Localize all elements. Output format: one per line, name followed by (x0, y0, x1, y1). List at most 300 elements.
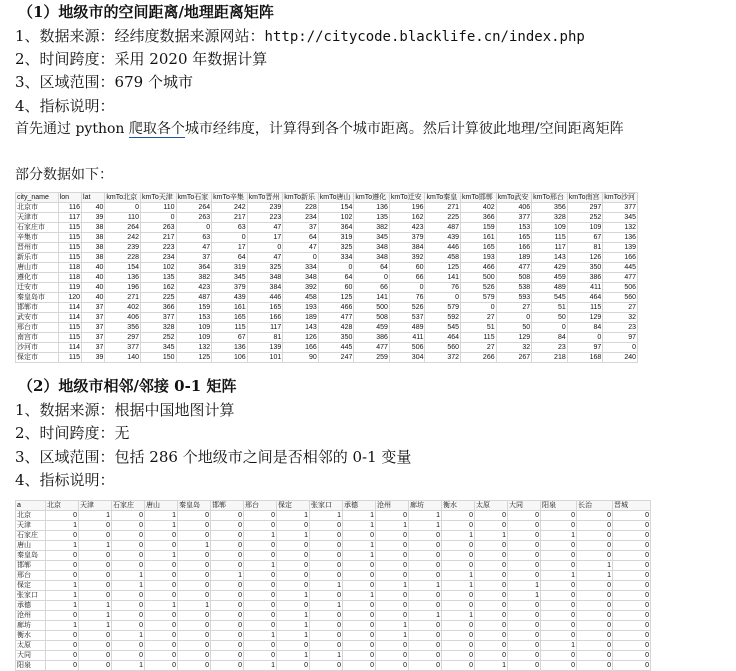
row-label-cell: 邢台 (16, 571, 46, 581)
table-row (16, 333, 638, 343)
table-cell: 325 (247, 263, 283, 273)
table-cell: 0 (145, 581, 178, 591)
table-cell: 247 (318, 353, 354, 363)
table-cell: 366 (140, 303, 176, 313)
table-row (16, 213, 638, 223)
table-cell: 67 (212, 333, 248, 343)
table-cell: 0 (211, 561, 244, 571)
table-cell: 0 (244, 541, 277, 551)
table-cell: 446 (247, 293, 283, 303)
table-cell: 218 (532, 353, 568, 363)
table-cell: 506 (603, 283, 638, 293)
table-cell: 439 (212, 293, 248, 303)
table-cell: 0 (541, 611, 577, 621)
table-cell: 0 (376, 611, 409, 621)
table-cell: 117 (247, 323, 283, 333)
table-cell: 0 (475, 641, 508, 651)
table-cell: 0 (613, 631, 651, 641)
table-cell: 384 (247, 283, 283, 293)
table-cell: 17 (212, 243, 248, 253)
section2-indicator-heading: 4、指标说明： (15, 471, 115, 489)
table-cell: 0 (112, 531, 145, 541)
table-cell: 0 (277, 601, 310, 611)
table-cell: 50 (532, 313, 568, 323)
table-cell: 0 (310, 611, 343, 621)
table-cell: 477 (496, 263, 532, 273)
table-cell: 60 (318, 283, 354, 293)
table-cell: 115 (58, 353, 81, 363)
table-cell: 217 (212, 213, 248, 223)
table-cell: 116 (58, 203, 81, 213)
table-cell: 1 (577, 561, 613, 571)
table-row (16, 551, 651, 561)
table-cell: 115 (58, 243, 81, 253)
table-cell: 125 (176, 353, 212, 363)
table-cell: 1 (79, 601, 112, 611)
row-label-cell: 邢台市 (16, 323, 59, 333)
table-cell: 328 (532, 213, 568, 223)
table-cell: 0 (409, 641, 442, 651)
source-url[interactable]: http://citycode.blacklife.cn/index.php (264, 29, 585, 45)
table-cell: 0 (376, 601, 409, 611)
table-cell: 132 (176, 343, 212, 353)
table-cell: 0 (211, 631, 244, 641)
table-cell: 37 (283, 223, 319, 233)
table-cell: 0 (310, 541, 343, 551)
table-cell: 1 (508, 581, 541, 591)
table-cell: 1 (376, 631, 409, 641)
table-cell: 0 (79, 531, 112, 541)
column-header: 沧州 (376, 501, 409, 511)
table-cell: 0 (475, 541, 508, 551)
table-cell: 0 (79, 661, 112, 671)
table-cell: 217 (140, 233, 176, 243)
table-cell: 0 (442, 651, 475, 661)
section1-source-label: 1、数据来源：经纬度数据来源网站： (15, 27, 265, 45)
table-cell: 0 (178, 661, 211, 671)
table-cell: 0 (442, 601, 475, 611)
row-label-cell: 承德 (16, 601, 46, 611)
table-cell: 0 (508, 611, 541, 621)
table-cell: 0 (343, 601, 376, 611)
table-cell: 63 (212, 223, 248, 233)
table-cell: 120 (58, 293, 81, 303)
column-header: kmTo晋州 (247, 193, 283, 203)
table-cell: 165 (212, 313, 248, 323)
table-cell: 114 (58, 303, 81, 313)
table-row (16, 303, 638, 313)
table-cell: 428 (318, 323, 354, 333)
table-cell: 1 (112, 581, 145, 591)
table-cell: 223 (140, 243, 176, 253)
table-cell: 114 (58, 313, 81, 323)
table-cell: 0 (79, 631, 112, 641)
table-cell: 0 (461, 303, 497, 313)
table-row (16, 511, 651, 521)
table-cell: 1 (145, 551, 178, 561)
table-cell: 0 (541, 581, 577, 591)
table-cell: 37 (82, 343, 105, 353)
table-cell: 153 (496, 223, 532, 233)
table-cell: 60 (389, 263, 425, 273)
table-cell: 0 (178, 561, 211, 571)
table-cell: 0 (508, 641, 541, 651)
table-cell: 76 (389, 293, 425, 303)
table-cell: 0 (343, 561, 376, 571)
table-cell: 37 (176, 253, 212, 263)
table-cell: 0 (79, 581, 112, 591)
table-cell: 39 (82, 353, 105, 363)
table-cell: 109 (532, 223, 568, 233)
table-cell: 0 (145, 591, 178, 601)
table-cell: 0 (475, 521, 508, 531)
column-header: kmTo南宫 (567, 193, 603, 203)
table-cell: 0 (211, 651, 244, 661)
table-cell: 538 (496, 283, 532, 293)
table-cell: 0 (532, 323, 568, 333)
table-cell: 0 (442, 551, 475, 561)
table-cell: 1 (277, 591, 310, 601)
table-cell: 1 (310, 601, 343, 611)
table-cell: 126 (567, 253, 603, 263)
table-cell: 1 (178, 601, 211, 611)
table-cell: 0 (145, 571, 178, 581)
table-cell: 372 (425, 353, 461, 363)
table-cell: 0 (277, 521, 310, 531)
table-cell: 0 (212, 233, 248, 243)
table-cell: 162 (140, 283, 176, 293)
table-cell: 117 (58, 213, 81, 223)
table-cell: 0 (79, 521, 112, 531)
table-cell: 537 (389, 313, 425, 323)
column-header: 天津 (79, 501, 112, 511)
table-cell: 526 (389, 303, 425, 313)
table-cell: 23 (603, 323, 638, 333)
table-cell: 466 (318, 303, 354, 313)
table-cell: 37 (82, 333, 105, 343)
table-row (16, 611, 651, 621)
table-cell: 0 (475, 631, 508, 641)
table-cell: 0 (112, 641, 145, 651)
table-cell: 0 (277, 571, 310, 581)
table-cell: 0 (178, 551, 211, 561)
table-cell: 0 (409, 571, 442, 581)
table-cell: 0 (145, 531, 178, 541)
table-cell: 0 (613, 661, 651, 671)
table-cell: 0 (277, 561, 310, 571)
table-cell: 379 (212, 283, 248, 293)
table-cell: 545 (425, 323, 461, 333)
table-cell: 0 (409, 631, 442, 641)
section1-description (15, 118, 640, 140)
column-header: 太原 (475, 501, 508, 511)
table-cell: 166 (283, 343, 319, 353)
table-cell: 139 (603, 243, 638, 253)
table-cell: 81 (247, 333, 283, 343)
table-cell: 126 (283, 333, 319, 343)
table-cell: 350 (318, 333, 354, 343)
table-cell: 0 (211, 581, 244, 591)
table-cell: 84 (532, 333, 568, 343)
description-link[interactable]: 爬取各个 (128, 121, 185, 137)
table-row (16, 253, 638, 263)
column-header: 保定 (277, 501, 310, 511)
table-cell: 110 (105, 213, 141, 223)
table-cell: 1 (376, 521, 409, 531)
table-cell: 0 (475, 561, 508, 571)
table-cell: 348 (247, 273, 283, 283)
table-cell: 464 (425, 333, 461, 343)
table-row (16, 203, 638, 213)
table-cell: 1 (79, 541, 112, 551)
table-cell: 0 (79, 641, 112, 651)
table-cell: 1 (310, 511, 343, 521)
column-header: kmTo遵化 (354, 193, 390, 203)
table-cell: 0 (442, 661, 475, 671)
table-cell: 579 (425, 303, 461, 313)
table-cell: 377 (105, 343, 141, 353)
table-row (16, 631, 651, 641)
table-cell: 0 (46, 661, 79, 671)
table-cell: 350 (567, 263, 603, 273)
table-cell: 0 (376, 641, 409, 651)
table-cell: 90 (283, 353, 319, 363)
table-cell: 47 (247, 223, 283, 233)
table-header-row (16, 501, 651, 511)
table-cell: 384 (389, 243, 425, 253)
table-cell: 1 (442, 531, 475, 541)
column-header: 衡水 (442, 501, 475, 511)
table-cell: 39 (82, 213, 105, 223)
table-cell: 1 (112, 631, 145, 641)
table-cell: 66 (354, 283, 390, 293)
table-cell: 382 (354, 223, 390, 233)
table-cell: 38 (82, 233, 105, 243)
table-cell: 37 (82, 313, 105, 323)
table-cell: 0 (211, 621, 244, 631)
column-header: 阳泉 (541, 501, 577, 511)
table-cell: 0 (145, 651, 178, 661)
column-header: kmTo迁安 (389, 193, 425, 203)
table-cell: 141 (354, 293, 390, 303)
table-row (16, 263, 638, 273)
row-label-cell: 北京市 (16, 203, 59, 213)
table-cell: 0 (442, 641, 475, 651)
table-cell: 0 (376, 531, 409, 541)
table-cell: 0 (508, 551, 541, 561)
table-cell: 1 (343, 521, 376, 531)
row-label-cell: 阳泉 (16, 661, 46, 671)
table-cell: 0 (541, 521, 577, 531)
table-cell: 0 (442, 521, 475, 531)
table-cell: 1 (277, 631, 310, 641)
table-cell: 154 (318, 203, 354, 213)
table-cell: 1 (79, 611, 112, 621)
table-cell: 0 (277, 641, 310, 651)
table-cell: 459 (354, 323, 390, 333)
table-cell: 0 (145, 621, 178, 631)
table-cell: 0 (613, 641, 651, 651)
table-cell: 51 (461, 323, 497, 333)
table-cell: 0 (211, 601, 244, 611)
table-cell: 0 (475, 601, 508, 611)
table-cell: 0 (475, 591, 508, 601)
table-cell: 1 (145, 521, 178, 531)
table-cell: 0 (541, 541, 577, 551)
table-cell: 1 (376, 621, 409, 631)
table-cell: 64 (354, 263, 390, 273)
section1-title: （1）地级市的空间距离/地理距离矩阵 (18, 3, 274, 21)
table-cell: 1 (343, 541, 376, 551)
table-cell: 0 (145, 631, 178, 641)
table-cell: 0 (145, 541, 178, 551)
table-cell: 1 (46, 581, 79, 591)
table-cell: 196 (105, 283, 141, 293)
table-cell: 0 (310, 561, 343, 571)
table-cell: 345 (354, 233, 390, 243)
table-cell: 38 (82, 243, 105, 253)
table-cell: 0 (310, 531, 343, 541)
table-cell: 271 (105, 293, 141, 303)
table-cell: 1 (79, 621, 112, 631)
table-cell: 193 (283, 303, 319, 313)
table-cell: 0 (112, 551, 145, 561)
table-cell: 477 (354, 343, 390, 353)
table-cell: 0 (310, 661, 343, 671)
table-cell: 109 (567, 223, 603, 233)
table-cell: 0 (613, 511, 651, 521)
table-cell: 228 (283, 203, 319, 213)
table-cell: 0 (442, 631, 475, 641)
table-row (16, 521, 651, 531)
table-cell: 0 (343, 611, 376, 621)
table-cell: 40 (82, 293, 105, 303)
table-cell: 271 (425, 203, 461, 213)
table-cell: 64 (212, 253, 248, 263)
table-cell: 0 (112, 611, 145, 621)
table-cell: 445 (603, 263, 638, 273)
table-cell: 0 (508, 511, 541, 521)
table-cell: 141 (425, 273, 461, 283)
table-cell: 592 (425, 313, 461, 323)
table-cell: 1 (277, 651, 310, 661)
table-cell: 50 (496, 323, 532, 333)
row-label-cell: 石家庄 (16, 531, 46, 541)
table-cell: 334 (283, 263, 319, 273)
table-cell: 382 (176, 273, 212, 283)
table-row (16, 313, 638, 323)
table-cell: 0 (376, 541, 409, 551)
table-cell: 0 (541, 591, 577, 601)
column-header: 大同 (508, 501, 541, 511)
table-cell: 225 (425, 213, 461, 223)
table-cell: 0 (244, 581, 277, 591)
section1-region-scope: 3、区域范围：679 个城市 (15, 73, 193, 91)
table-row (16, 591, 651, 601)
table-cell: 356 (532, 203, 568, 213)
table-cell: 136 (212, 343, 248, 353)
table-cell: 1 (244, 561, 277, 571)
section1-indicator-heading: 4、指标说明： (15, 97, 115, 115)
table-cell: 0 (354, 273, 390, 283)
table-cell: 0 (277, 581, 310, 591)
table-cell: 0 (112, 591, 145, 601)
table-cell: 47 (283, 243, 319, 253)
table-cell: 252 (567, 213, 603, 223)
table-cell: 466 (461, 263, 497, 273)
table-cell: 168 (567, 353, 603, 363)
table-cell: 0 (211, 511, 244, 521)
table-cell: 140 (105, 353, 141, 363)
table-cell: 0 (46, 531, 79, 541)
table-cell: 0 (244, 651, 277, 661)
table-cell: 37 (82, 303, 105, 313)
table-cell: 1 (409, 611, 442, 621)
table-cell: 189 (496, 253, 532, 263)
row-label-cell: 大同 (16, 651, 46, 661)
table-cell: 1 (541, 641, 577, 651)
table-cell: 32 (603, 313, 638, 323)
table-cell: 0 (211, 661, 244, 671)
table-cell: 0 (508, 621, 541, 631)
column-header: kmTo唐山 (318, 193, 354, 203)
table-cell: 411 (389, 333, 425, 343)
table-cell: 0 (508, 561, 541, 571)
table-cell: 0 (343, 651, 376, 661)
table-cell: 0 (409, 541, 442, 551)
column-header: kmTo沙河 (603, 193, 638, 203)
table-row (16, 601, 651, 611)
table-cell: 439 (425, 233, 461, 243)
description-suffix: 城市经纬度，计算得到各个城市距离。然后计算彼此地理/空间距离矩阵 (184, 121, 624, 137)
table-cell: 392 (389, 253, 425, 263)
table-cell: 27 (496, 303, 532, 313)
table-cell: 0 (277, 551, 310, 561)
table-cell: 125 (318, 293, 354, 303)
table-cell: 115 (58, 233, 81, 243)
row-label-cell: 太原 (16, 641, 46, 651)
row-label-cell: 唐山市 (16, 263, 59, 273)
table-cell: 0 (112, 521, 145, 531)
table-cell: 0 (178, 591, 211, 601)
table-cell: 1 (277, 511, 310, 521)
table-cell: 102 (140, 263, 176, 273)
table-cell: 464 (567, 293, 603, 303)
table-cell: 259 (354, 353, 390, 363)
column-header: 邯郸 (211, 501, 244, 511)
table-cell: 165 (496, 233, 532, 243)
table-cell: 1 (112, 571, 145, 581)
table-cell: 40 (82, 263, 105, 273)
table-cell: 0 (475, 551, 508, 561)
table-cell: 1 (541, 531, 577, 541)
table-cell: 0 (178, 571, 211, 581)
table-cell: 117 (532, 243, 568, 253)
table-cell: 76 (425, 283, 461, 293)
table-cell: 0 (541, 561, 577, 571)
table-cell: 304 (389, 353, 425, 363)
table-cell: 136 (603, 233, 638, 243)
table-cell: 115 (212, 323, 248, 333)
table-cell: 1 (577, 571, 613, 581)
column-header: 晋城 (613, 501, 651, 511)
table-cell: 0 (541, 601, 577, 611)
table-cell: 0 (244, 571, 277, 581)
table-row (16, 273, 638, 283)
table-cell: 1 (409, 581, 442, 591)
table-cell: 0 (247, 243, 283, 253)
table-cell: 0 (508, 601, 541, 611)
